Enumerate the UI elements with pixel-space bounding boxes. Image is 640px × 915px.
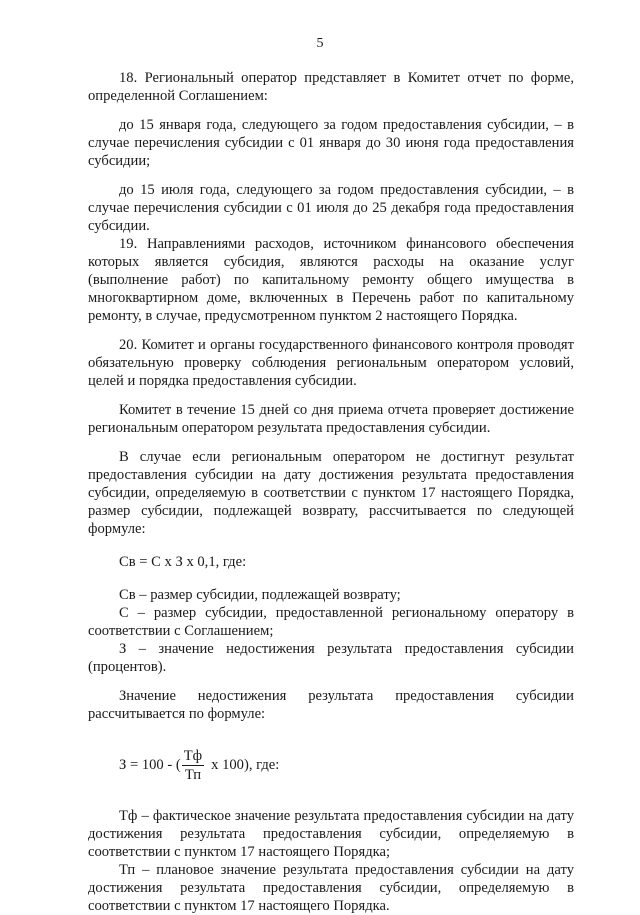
- formula-z-suffix: х 100), где:: [211, 757, 280, 773]
- formula-z-prefix: З = 100 - (: [119, 757, 181, 773]
- formula-refund: Св = С х З х 0,1, где:: [119, 554, 247, 570]
- definition-tf: Тф – фактическое значение результата предоставления субсидии на дату достижения результата предоставления субсидии, определяемую в соответствии с пунктом 17 настоящего Порядка;: [88, 808, 574, 860]
- paragraph-report-check: Комитет в течение 15 дней со дня приема отчета проверяет достижение региональным оператором результата предоставления субсидии.: [88, 402, 574, 436]
- paragraph-18-deadline-january: до 15 января года, следующего за годом предоставления субсидии, – в случае перечисления субсидии с 01 января до 30 июня года предоставления субсидии;: [88, 117, 574, 169]
- paragraph-20: 20. Комитет и органы государственного финансового контроля проводят обязательную проверку соблюдения региональным оператором условий, целей и порядка предоставления субсидии.: [88, 337, 574, 389]
- document-body: [88, 69, 574, 915]
- definition-z: З – значение недостижения результата предоставления субсидии (процентов).: [88, 641, 574, 675]
- paragraph-18: 18. Региональный оператор представляет в Комитет отчет по форме, определенной Соглашением:: [88, 70, 574, 104]
- paragraph-z-formula-intro: Значение недостижения результата предоставления субсидии рассчитывается по формуле:: [88, 688, 574, 722]
- formula-z-denominator: Тп: [184, 766, 202, 783]
- formula-z-numerator: Тф: [183, 747, 203, 764]
- formula-z-fraction: [182, 748, 204, 783]
- page-number: 5: [316, 36, 324, 51]
- formula-z: [119, 745, 574, 785]
- definition-c: С – размер субсидии, предоставленной региональному оператору в соответствии с Соглашением;: [88, 605, 574, 639]
- paragraph-19: 19. Направлениями расходов, источником финансового обеспечения которых является субсидия, являются расходы на оказание услуг (выполнение работ) по капитальному ремонту общего имущества в многоквартирном доме, включенных в Перечень работ по капитальному ремонту, в случае, предусмотренном пунктом 2 настоящего Порядка.: [88, 236, 574, 324]
- paragraph-refund-condition: В случае если региональным оператором не достигнут результат предоставления субсидии на дату достижения результата предоставления субсидии, определяемую в соответствии с пунктом 17 настоящего Порядка, размер субсидии, подлежащей возврату, рассчитывается по следующей формуле:: [88, 449, 574, 537]
- paragraph-18-deadline-july: до 15 июля года, следующего за годом предоставления субсидии, – в случае перечисления субсидии с 01 июля до 25 декабря года предоставления субсидии.: [88, 182, 574, 234]
- definition-sv: Св – размер субсидии, подлежащей возврату;: [119, 587, 401, 603]
- definition-tp: Тп – плановое значение результата предоставления субсидии на дату достижения результата предоставления субсидии, определяемую в соответствии с пунктом 17 настоящего Порядка.: [88, 862, 574, 914]
